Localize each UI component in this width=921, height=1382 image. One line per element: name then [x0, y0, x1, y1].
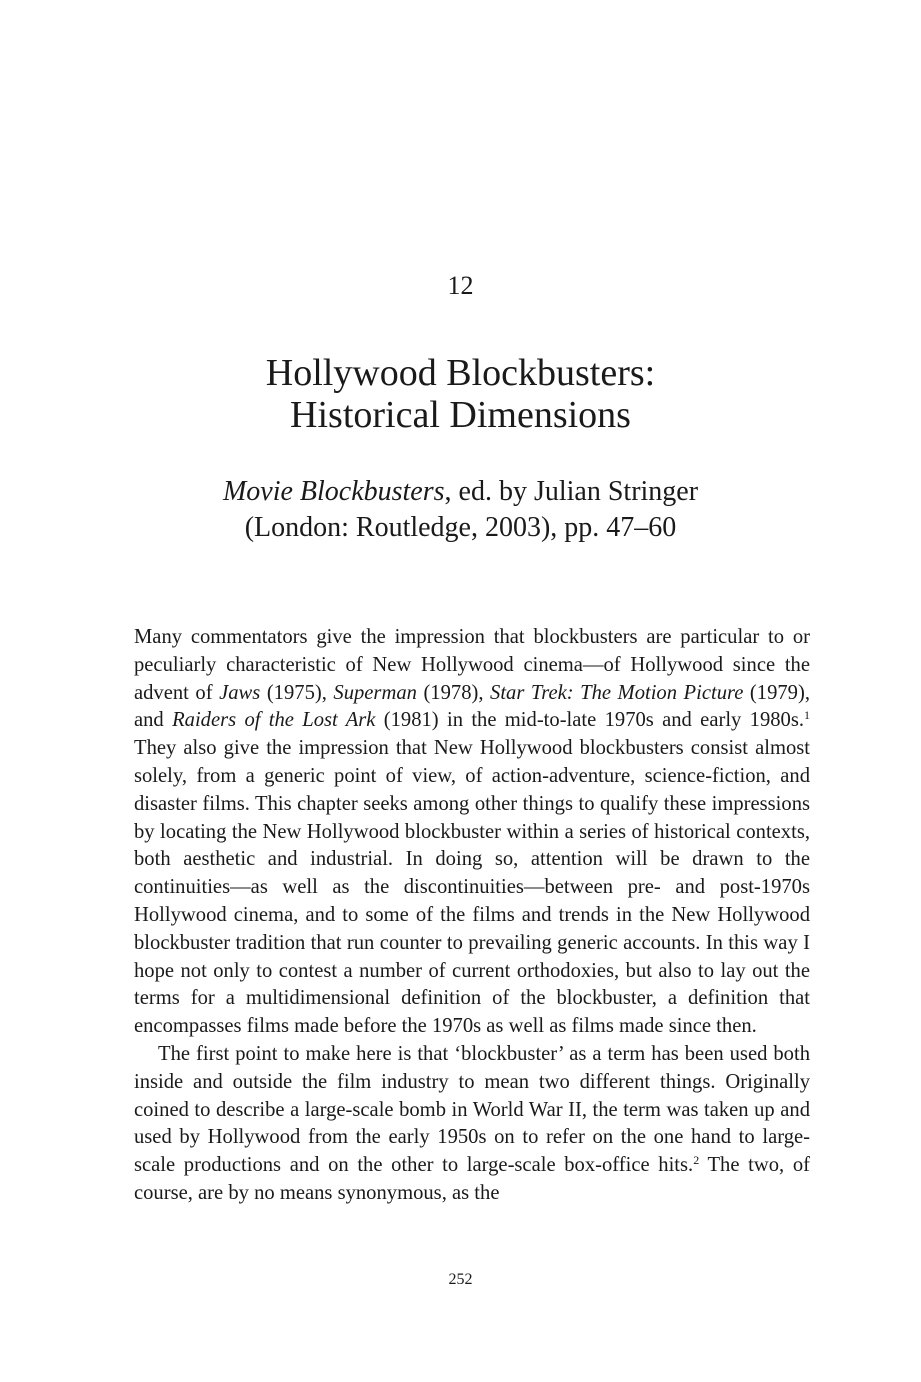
- para1-text-c: (1978),: [416, 681, 491, 704]
- para1-text-a: Many commentators give the impression that blockbusters are particular to or peculiarly characteristic of New Hollywood cinema—of Hollywood since the advent of: [134, 626, 810, 704]
- source-citation: [0, 474, 921, 546]
- chapter-title-line-2: Historical Dimensions: [290, 394, 631, 436]
- film-title-star-trek: Star Trek: The Motion Picture: [490, 681, 744, 704]
- source-editor: , ed. by Julian Stringer: [444, 476, 699, 507]
- footnote-marker-2: 2: [693, 1153, 700, 1168]
- film-title-jaws: Jaws: [219, 681, 261, 704]
- page-number: 252: [448, 1271, 473, 1288]
- para1-text-d: (1979), and: [134, 681, 810, 732]
- para1-text-b: (1975),: [260, 681, 334, 704]
- footnote-marker-1: 1: [804, 708, 811, 723]
- source-line-1: [0, 474, 921, 510]
- chapter-title-line-1: Hollywood Blockbusters:: [265, 352, 656, 394]
- chapter-number: 12: [447, 271, 474, 300]
- body-text: [134, 624, 810, 1208]
- paragraph-1: [134, 624, 810, 1041]
- source-book-title: Movie Blockbusters: [222, 476, 445, 507]
- paragraph-2: [134, 1041, 810, 1208]
- chapter-title: [0, 352, 921, 436]
- para1-text-f: They also give the impression that New Hollywood blockbusters consist almost solely, from a generic point of view, of action-adventure, science-fiction, and disaster films. This chapter seeks among other things to qualify these impressions by locating the New Hollywood blockbuster within a series of historical contexts, both aesthetic and industrial. In doing so, attention will be drawn to the continuities—as well as the discontinuities—between pre- and post-1970s Hollywood cinema, and to some of the films and trends in the New Hollywood blockbuster tradition that run counter to prevailing generic accounts. In this way I hope not only to contest a number of current orthodoxies, but also to lay out the terms for a multidimensional definition of the blockbuster, a definition that encompasses films made before the 1970s as well as films made since then.: [134, 737, 810, 1038]
- para2-text-a: The first point to make here is that ‘blockbuster’ as a term has been used both inside and outside the film industry to mean two different things. Originally coined to describe a large-scale bomb in World War II, the term was taken up and used by Hollywood from the early 1950s on to refer on the one hand to large-scale productions and on the other to large-scale box-office hits.: [134, 1042, 810, 1177]
- para2-text-b: The two, of course, are by no means synonymous, as the: [134, 1154, 810, 1204]
- para1-text-e: (1981) in the mid-to-late 1970s and early 1980s.: [375, 709, 805, 732]
- film-title-raiders: Raiders of the Lost Ark: [172, 709, 376, 732]
- source-line-2: (London: Routledge, 2003), pp. 47–60: [244, 512, 677, 543]
- film-title-superman: Superman: [333, 681, 417, 704]
